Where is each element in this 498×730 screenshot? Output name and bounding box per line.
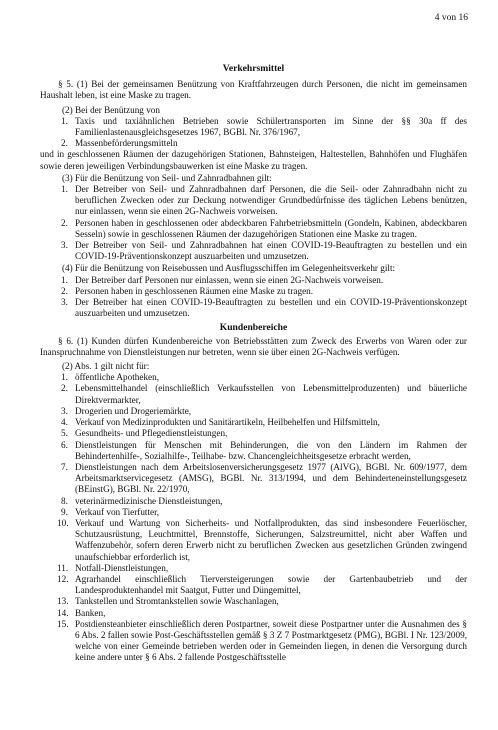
list-item: 5. Gesundheits- und Pflegedienstleistungen,	[61, 428, 228, 439]
list-item: 9. Verkauf von Tierfutter,	[61, 506, 160, 517]
paragraph-6-1: § 6. (1) Kunden dürfen Kundenbereiche von Betriebsstätten zum Zweck des Erwerbs von Waren oder zur Inanspruchnahme von Dienstleistungen nur betreten, wenn sie über einen 2G-Nachweis verfügen.	[40, 335, 467, 357]
list-item: 13. Tankstellen und Stromtankstellen sowie Waschanlagen,	[57, 596, 279, 607]
list-item: 12. Agrarhandel einschließlich Tierversteigerungen sowie der Gartenbaubetrieb und der Landesproduktenhandel mit Saatgut, Futter und Düngemittel,	[57, 573, 467, 596]
paragraph-5-3-intro: (3) Für die Benützung von Seil- und Zahnradbahnen gilt:	[62, 172, 272, 183]
list-item: 2. Personen haben in geschlossenen Räumen eine Maske zu tragen.	[61, 285, 314, 296]
list-item: 14. Banken,	[57, 607, 106, 618]
list-item: 3. Der Betreiber von Seil- und Zahnradbahnen hat einen COVID-19-Beauftragten zu bestellen und ein COVID-19-Präventionskonzept auszuarbeiten und umzusetzen.	[61, 240, 467, 262]
document-body	[40, 63, 467, 664]
section-heading-kundenbereiche: Kundenbereiche	[219, 322, 288, 334]
list-6-2	[40, 372, 467, 663]
paragraph-6-2-intro: (2) Abs. 1 gilt nicht für:	[62, 361, 150, 372]
list-item: 11. Notfall-Dienstleistungen,	[57, 562, 169, 573]
paragraph-5-4-intro: (4) Für die Benützung von Reisebussen und Ausflugsschiffen im Gelegenheitsverkehr gilt:	[62, 263, 396, 274]
list-5-2	[40, 116, 467, 150]
paragraph-5-2-continuation: und in geschlossenen Räumen der dazugehörigen Stationen, Bahnsteigen, Haltestellen, Bahnhöfen und Flughäfen sowie deren jeweiligen Verbindungsbauwerken ist eine Maske zu tragen.	[40, 149, 467, 171]
list-item: 8. veterinärmedizinische Dienstleistungen,	[61, 495, 223, 506]
list-item: 3. Drogerien und Drogeriemärkte,	[61, 405, 192, 416]
list-item: 2. Massenbeförderungsmitteln	[61, 138, 178, 149]
list-item: 15. Postdiensteanbieter einschließlich deren Postpartner, soweit diese Postpartner unter die Ausnahmen des § 6 Abs. 2 fallen sowie Post-Geschäftsstellen gemäß § 3 Z 7 Postmarktgesetz (PMG), BGBl. I Nr. 123/2009, welche von einer Gemeinde betrieben werden oder in Gemeinden liegen, in denen die Versorgung durch keine andere unter § 6 Abs. 2 fallende Postgeschäftsstelle	[57, 618, 467, 663]
list-item: 1. öffentliche Apotheken,	[61, 372, 160, 383]
paragraph-5-1: § 5. (1) Bei der gemeinsamen Benützung von Kraftfahrzeugen durch Personen, die nicht im gemeinsamen Haushalt leben, ist eine Maske zu tragen.	[40, 79, 467, 101]
list-item: 6. Dienstleistungen für Menschen mit Behinderungen, die von den Ländern im Rahmen der Behindertenhilfe-, Sozialhilfe-, Teilhabe- bzw. Chancengleichheitsgesetze erbracht werden,	[61, 439, 467, 461]
list-item: 4. Verkauf von Medizinprodukten und Sanitärartikeln, Heilbehelfen und Hilfsmitteln,	[61, 417, 380, 428]
page-number: 4 von 16	[434, 13, 468, 23]
section-heading-verkehrsmittel: Verkehrsmittel	[222, 63, 285, 74]
list-item: 2. Lebensmittelhandel (einschließlich Verkaufsstellen von Lebensmittelproduzenten) und bäuerliche Direktvermarkter,	[61, 383, 467, 405]
paragraph-5-2-intro: (2) Bei der Benützung von	[62, 104, 160, 115]
list-5-4	[40, 275, 467, 320]
list-item: 1. Der Betreiber darf Personen nur einlassen, wenn sie einen 2G-Nachweis vorweisen.	[61, 274, 384, 285]
list-item: 1. Der Betreiber von Seil- und Zahnradbahnen darf Personen, die die Seil- oder Zahnradbahn nicht zu beruflichen Zwecken oder zur Deckung notwendiger Grundbedürfnisse des täglichen Lebens benützen, nur einlassen, wenn sie einen 2G-Nachweis vorweisen.	[61, 184, 467, 217]
list-item: 7. Dienstleistungen nach dem Arbeitslosenversicherungsgesetz 1977 (AlVG), BGBl. Nr. 609/1977, dem Arbeitsmarktservicegesetz (AMSG), BGBl. Nr. 313/1994, und dem Behinderteneinstellungsgesetz (BEinstG), BGBl. Nr. 22/1970,	[61, 461, 467, 495]
list-item: 3. Der Betreiber hat einen COVID-19-Beauftragten zu bestellen und ein COVID-19-Präventionskonzept auszuarbeiten und umzusetzen.	[61, 297, 467, 319]
list-item: 1. Taxis und taxiähnlichen Betrieben sowie Schülertransporten im Sinne der §§ 30a ff des Familienlastenausgleichsgesetzes 1967, BGBl. Nr. 376/1967,	[61, 115, 467, 138]
list-item: 10. Verkauf und Wartung von Sicherheits- und Notfallprodukten, das sind insbesondere Feuerlöscher, Schutzausrüstung, Leuchtmittel, Brennstoffe, Sicherungen, Salzstreumittel, nicht aber Waffen und Waffenzubehör, sofern deren Erwerb nicht zu beruflichen Zwecken aus gesetzlichen Gründen zwingend unaufschiebbar erforderlich ist,	[57, 517, 467, 562]
list-item: 2. Personen haben in geschlossenen oder abdeckbaren Fahrbetriebsmitteln (Gondeln, Kabinen, abdeckbaren Sesseln) sowie in geschlossenen Räumen der dazugehörigen Stationen eine Maske zu tragen.	[61, 217, 467, 239]
list-5-3	[40, 184, 467, 262]
